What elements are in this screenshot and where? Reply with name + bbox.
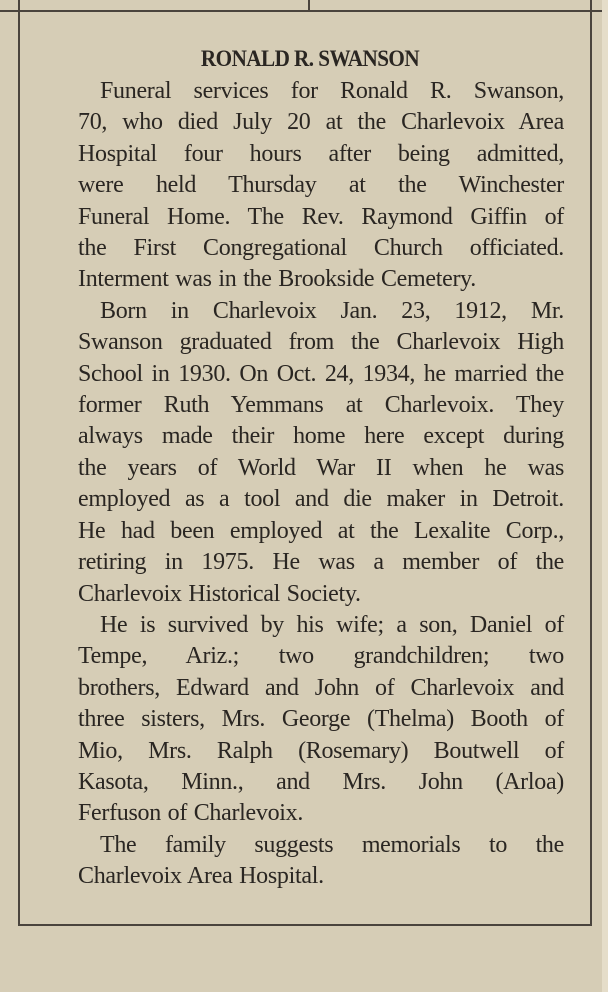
text-line: School in 1930. On Oct. 24, 1934, he married the bbox=[78, 360, 564, 387]
text-line: Born in Charlevoix Jan. 23, 1912, Mr. bbox=[100, 297, 564, 324]
text-line: former Ruth Yemmans at Charlevoix. They bbox=[78, 392, 564, 419]
text-line: Ferfuson of Charlevoix. bbox=[78, 800, 304, 827]
page-edge bbox=[602, 0, 608, 992]
obituary-article bbox=[56, 44, 564, 893]
text-line: He had been employed at the Lexalite Corp., bbox=[78, 517, 564, 544]
text-line: 70, who died July 20 at the Charlevoix Area bbox=[78, 109, 564, 136]
text-line: Interment was in the Brookside Cemetery. bbox=[78, 266, 477, 293]
top-column-divider-left bbox=[18, 0, 20, 10]
text-line: employed as a tool and die maker in Detroit. bbox=[78, 486, 564, 513]
text-line: Hospital four hours after being admitted, bbox=[78, 140, 564, 167]
top-column-divider-middle bbox=[308, 0, 310, 10]
paragraph-biography bbox=[56, 296, 564, 610]
obituary-headline: RONALD R. SWANSON bbox=[200, 46, 420, 71]
text-line: Kasota, Minn., and Mrs. John (Arloa) bbox=[78, 768, 564, 795]
text-line: always made their home here except during bbox=[78, 423, 564, 450]
text-line: three sisters, Mrs. George (Thelma) Booth of bbox=[78, 706, 564, 733]
text-line: The family suggests memorials to the bbox=[100, 831, 564, 858]
text-line: the years of World War II when he was bbox=[78, 454, 564, 481]
text-line: He is survived by his wife; a son, Daniel of bbox=[100, 611, 564, 638]
text-line: Funeral Home. The Rev. Raymond Giffin of bbox=[78, 203, 564, 230]
text-line: Swanson graduated from the Charlevoix High bbox=[78, 329, 564, 356]
top-column-divider-right bbox=[590, 0, 592, 10]
text-line: Charlevoix Historical Society. bbox=[78, 580, 361, 607]
text-line: were held Thursday at the Winchester bbox=[78, 172, 564, 199]
text-line: Charlevoix Area Hospital. bbox=[78, 863, 324, 890]
text-line: retiring in 1975. He was a member of the bbox=[78, 549, 564, 576]
text-line: Funeral services for Ronald R. Swanson, bbox=[100, 78, 564, 104]
text-line: Mio, Mrs. Ralph (Rosemary) Boutwell of bbox=[78, 737, 564, 764]
text-line: Tempe, Ariz.; two grandchildren; two bbox=[78, 643, 564, 670]
paragraph-survivors bbox=[56, 610, 564, 830]
text-line: the First Congregational Church officiated. bbox=[78, 235, 564, 262]
text-line: brothers, Edward and John of Charlevoix and bbox=[78, 674, 564, 701]
paragraph-services bbox=[56, 76, 564, 296]
paragraph-memorials bbox=[56, 830, 564, 893]
